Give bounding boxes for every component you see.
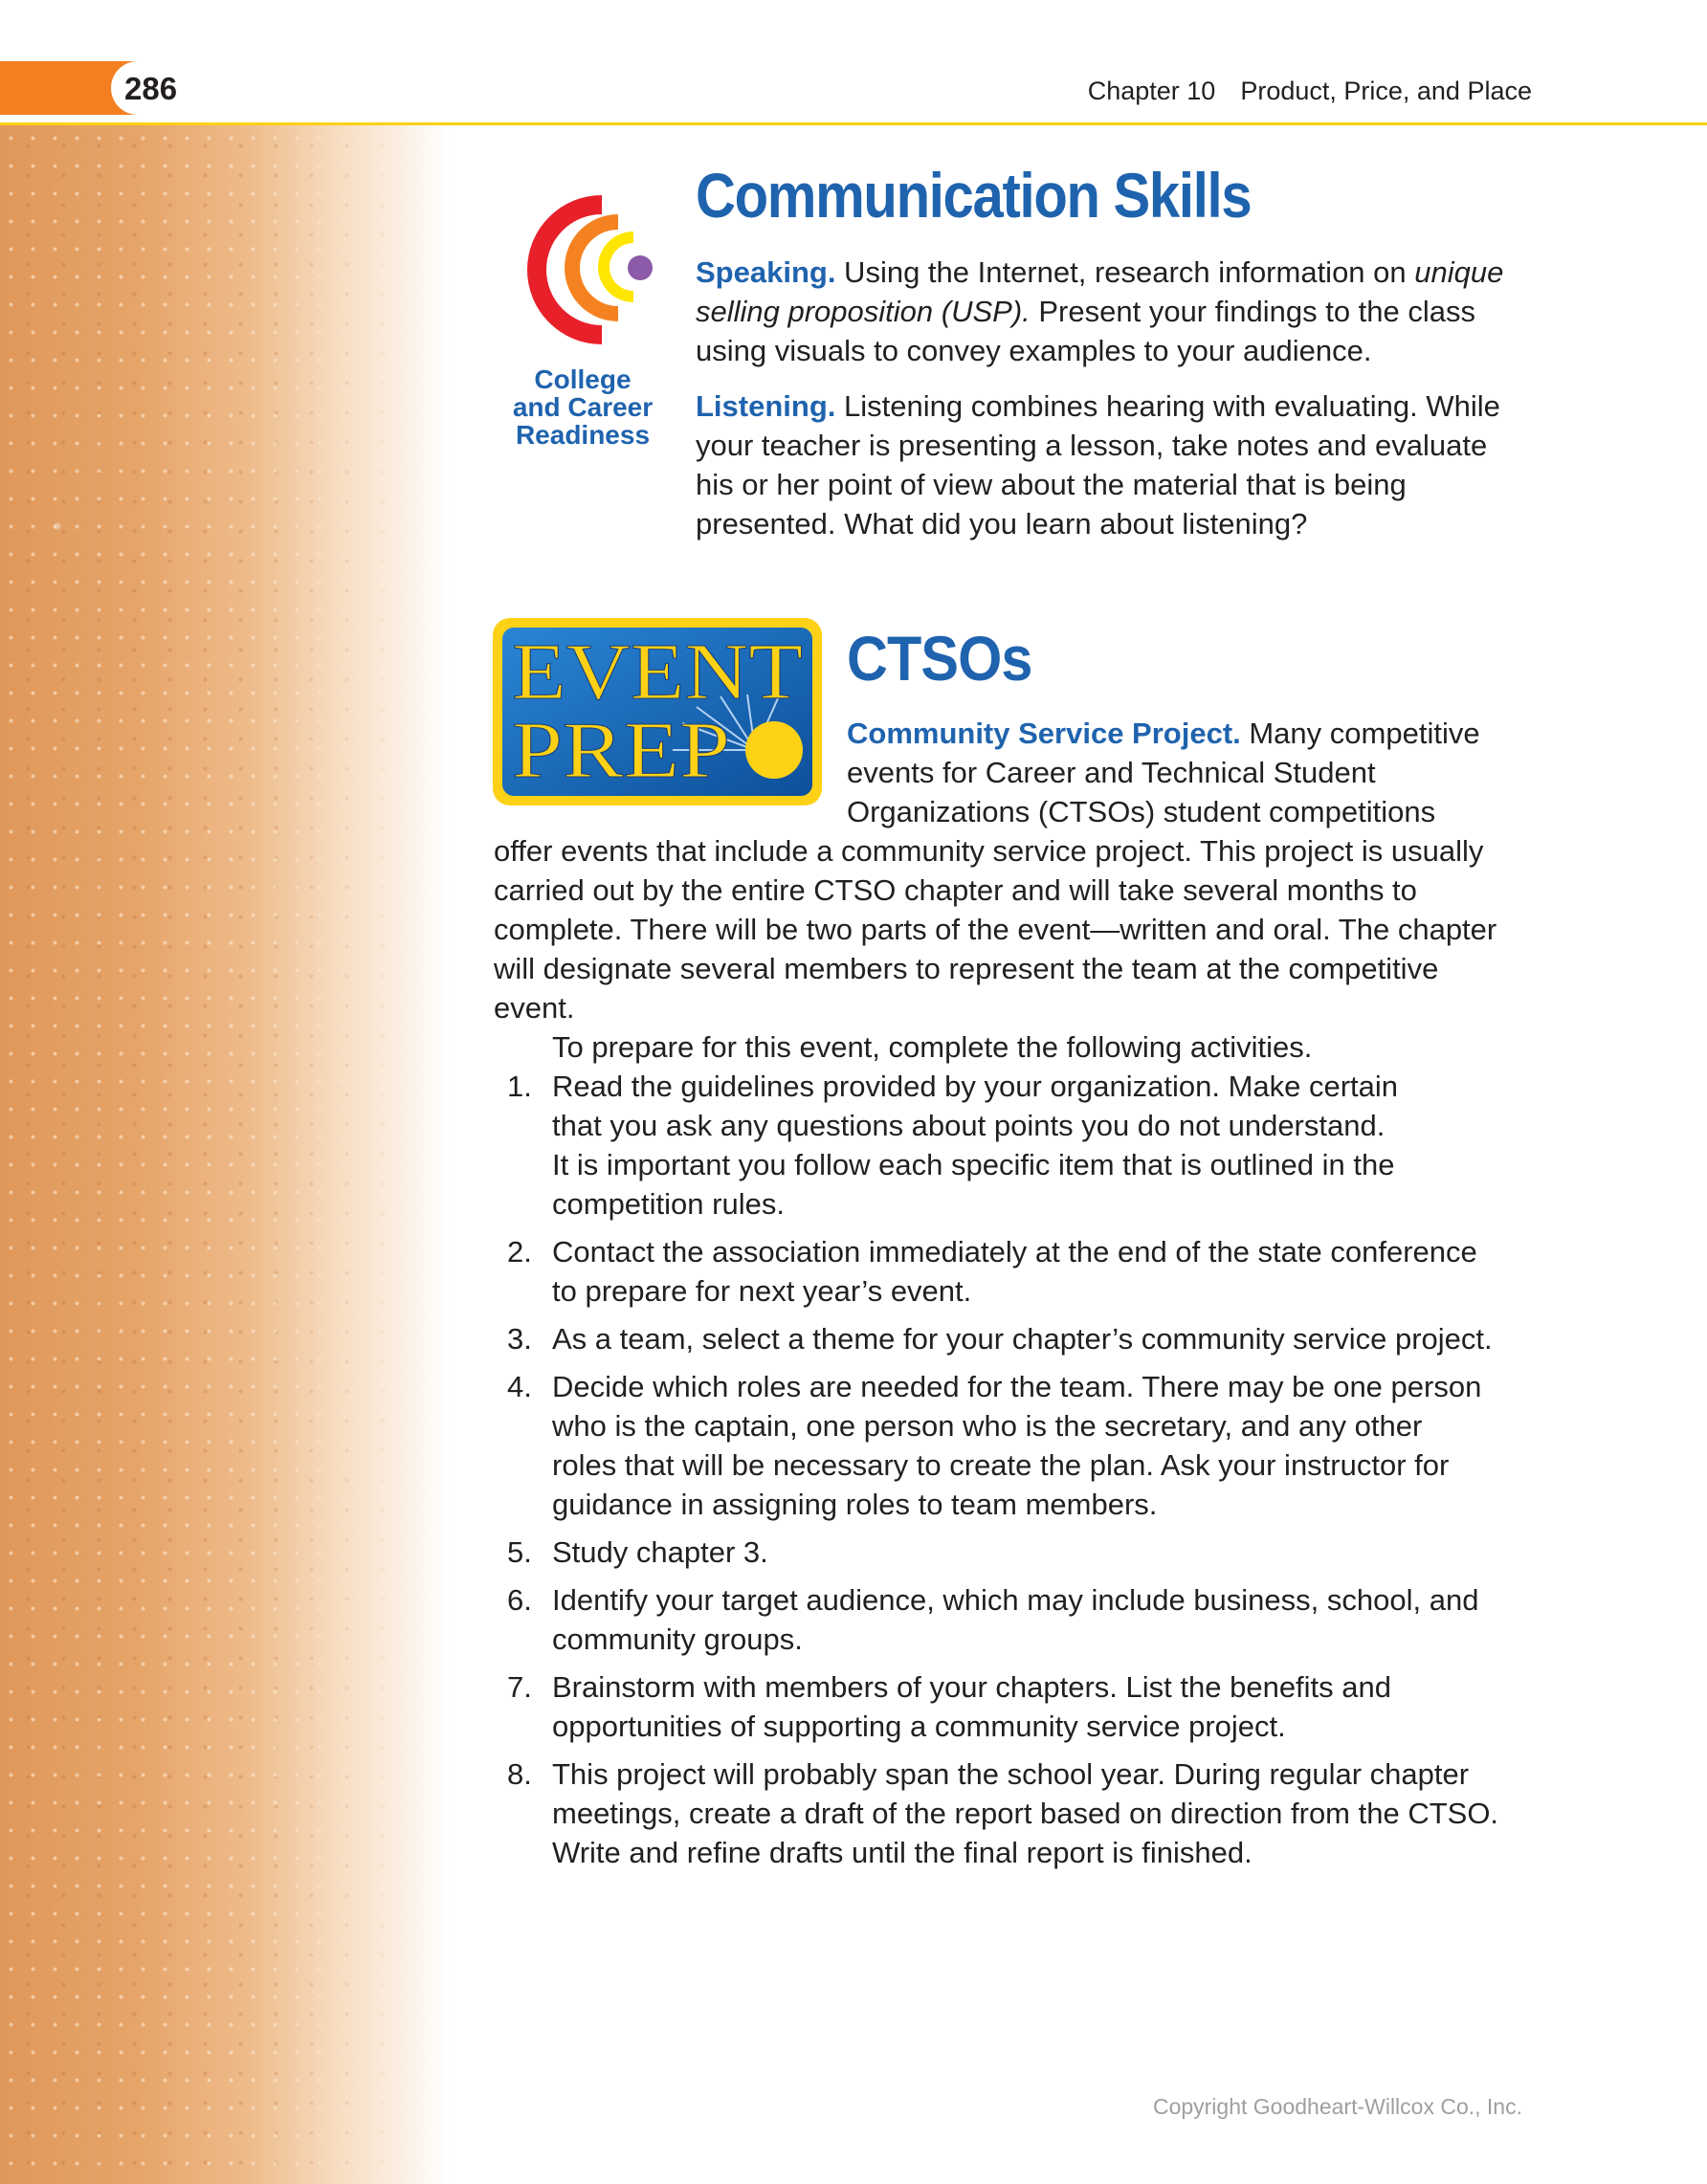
- step-number: 8.: [507, 1757, 532, 1791]
- step-line: Brainstorm with members of your chapters. List the benefits and: [552, 1670, 1392, 1704]
- ctso-line: offer events that include a community service project. This project is usually: [494, 834, 1484, 868]
- ctso-line: will designate several members to represent the team at the competitive: [494, 952, 1439, 985]
- ctso-line: events for Career and Technical Student: [847, 756, 1376, 789]
- running-header: [1088, 77, 1532, 106]
- listening-lead: Listening.: [696, 389, 836, 423]
- ctso-line: complete. There will be two parts of the event—written and oral. The chapter: [494, 913, 1497, 946]
- communication-skills-heading: Communication Skills: [696, 160, 1252, 231]
- logo-caption-line: Readiness: [515, 420, 651, 450]
- copyright-notice: Copyright Goodheart-Willcox Co., Inc.: [1152, 2094, 1522, 2119]
- badge-text-event: EVENT: [512, 628, 803, 717]
- step-line: Read the guidelines provided by your organization. Make certain: [552, 1070, 1399, 1103]
- sun-icon: [745, 721, 803, 779]
- ctso-line: Community Service Project. Many competitive: [847, 717, 1480, 750]
- step-number: 4.: [507, 1370, 532, 1403]
- ctsos-heading: CTSOs: [847, 623, 1032, 694]
- step-number: 1.: [507, 1070, 532, 1103]
- speaking-line: Speaking. Using the Internet, research information on unique: [696, 255, 1504, 289]
- step-line: As a team, select a theme for your chapter’s community service project.: [552, 1322, 1493, 1356]
- step-line: that you ask any questions about points you do not understand.: [552, 1109, 1386, 1142]
- speaking-line: using visuals to convey examples to your audience.: [696, 334, 1372, 367]
- logo-orange-arc: [565, 214, 618, 321]
- step-line: It is important you follow each specific item that is outlined in the: [552, 1148, 1395, 1181]
- ctso-line: Organizations (CTSOs) student competitions: [847, 795, 1436, 828]
- logo-caption-line: College: [534, 364, 632, 394]
- speaking-line: selling proposition (USP). Present your findings to the class: [696, 295, 1476, 328]
- ctso-line: carried out by the entire CTSO chapter and will take several months to: [494, 873, 1417, 907]
- speaking-lead: Speaking.: [696, 255, 836, 289]
- step-line: Contact the association immediately at the end of the state conference: [552, 1235, 1477, 1268]
- step-line: This project will probably span the school year. During regular chapter: [552, 1757, 1470, 1791]
- list-item: [494, 1232, 1546, 1311]
- step-line: competition rules.: [552, 1187, 785, 1221]
- step-number: 7.: [507, 1670, 532, 1704]
- step-line: Identify your target audience, which may include business, school, and: [552, 1583, 1479, 1617]
- list-item: [494, 1580, 1546, 1659]
- step-number: 3.: [507, 1322, 532, 1356]
- logo-red-arc: [527, 195, 602, 344]
- ctso-intro-paragraph-wrapped: [847, 714, 1536, 831]
- step-line: opportunities of supporting a community service project.: [552, 1710, 1286, 1743]
- speaking-paragraph: [696, 253, 1538, 370]
- list-item: [494, 1667, 1546, 1746]
- logo-caption: [498, 365, 668, 449]
- listening-paragraph: [696, 386, 1538, 543]
- step-line: meetings, create a draft of the report based on direction from the CTSO.: [552, 1797, 1499, 1830]
- list-item: [494, 1319, 1546, 1358]
- activity-steps-list: [494, 1067, 1546, 1881]
- step-line: Study chapter 3.: [552, 1535, 768, 1569]
- step-number: 2.: [507, 1235, 532, 1268]
- list-item: [494, 1367, 1546, 1524]
- chapter-title: Product, Price, and Place: [1240, 77, 1532, 105]
- listening-line: your teacher is presenting a lesson, take notes and evaluate: [696, 429, 1488, 462]
- list-item: [494, 1754, 1546, 1872]
- activities-intro: To prepare for this event, complete the following activities.: [552, 1030, 1313, 1064]
- badge-text-prep: PREP: [512, 706, 730, 795]
- step-line: guidance in assigning roles to team members.: [552, 1488, 1158, 1521]
- college-career-readiness-logo: [503, 184, 666, 356]
- logo-purple-dot: [628, 255, 653, 280]
- event-prep-badge: [491, 616, 824, 807]
- ctso-line: event.: [494, 991, 575, 1025]
- listening-line: presented. What did you learn about listening?: [696, 507, 1308, 540]
- list-item: [494, 1067, 1546, 1224]
- header-rule: [0, 122, 1707, 125]
- chapter-number: Chapter 10: [1087, 77, 1216, 105]
- step-line: roles that will be necessary to create the plan. Ask your instructor for: [552, 1448, 1450, 1482]
- ctso-intro-paragraph-full: [494, 831, 1546, 1027]
- step-number: 6.: [507, 1583, 532, 1617]
- sand-background-decoration: [0, 124, 450, 2184]
- step-line: community groups.: [552, 1622, 803, 1656]
- step-line: to prepare for next year’s event.: [552, 1274, 972, 1308]
- community-service-lead: Community Service Project.: [847, 717, 1241, 750]
- list-item: [494, 1533, 1546, 1572]
- step-line: who is the captain, one person who is the secretary, and any other: [552, 1409, 1423, 1443]
- listening-line: his or her point of view about the material that is being: [696, 468, 1407, 501]
- step-number: 5.: [507, 1535, 532, 1569]
- listening-line: Listening. Listening combines hearing with evaluating. While: [696, 389, 1500, 423]
- logo-caption-line: and Career: [512, 392, 654, 422]
- page-number: 286: [124, 71, 178, 106]
- step-line: Write and refine drafts until the final report is finished.: [552, 1836, 1253, 1869]
- step-line: Decide which roles are needed for the team. There may be one person: [552, 1370, 1482, 1403]
